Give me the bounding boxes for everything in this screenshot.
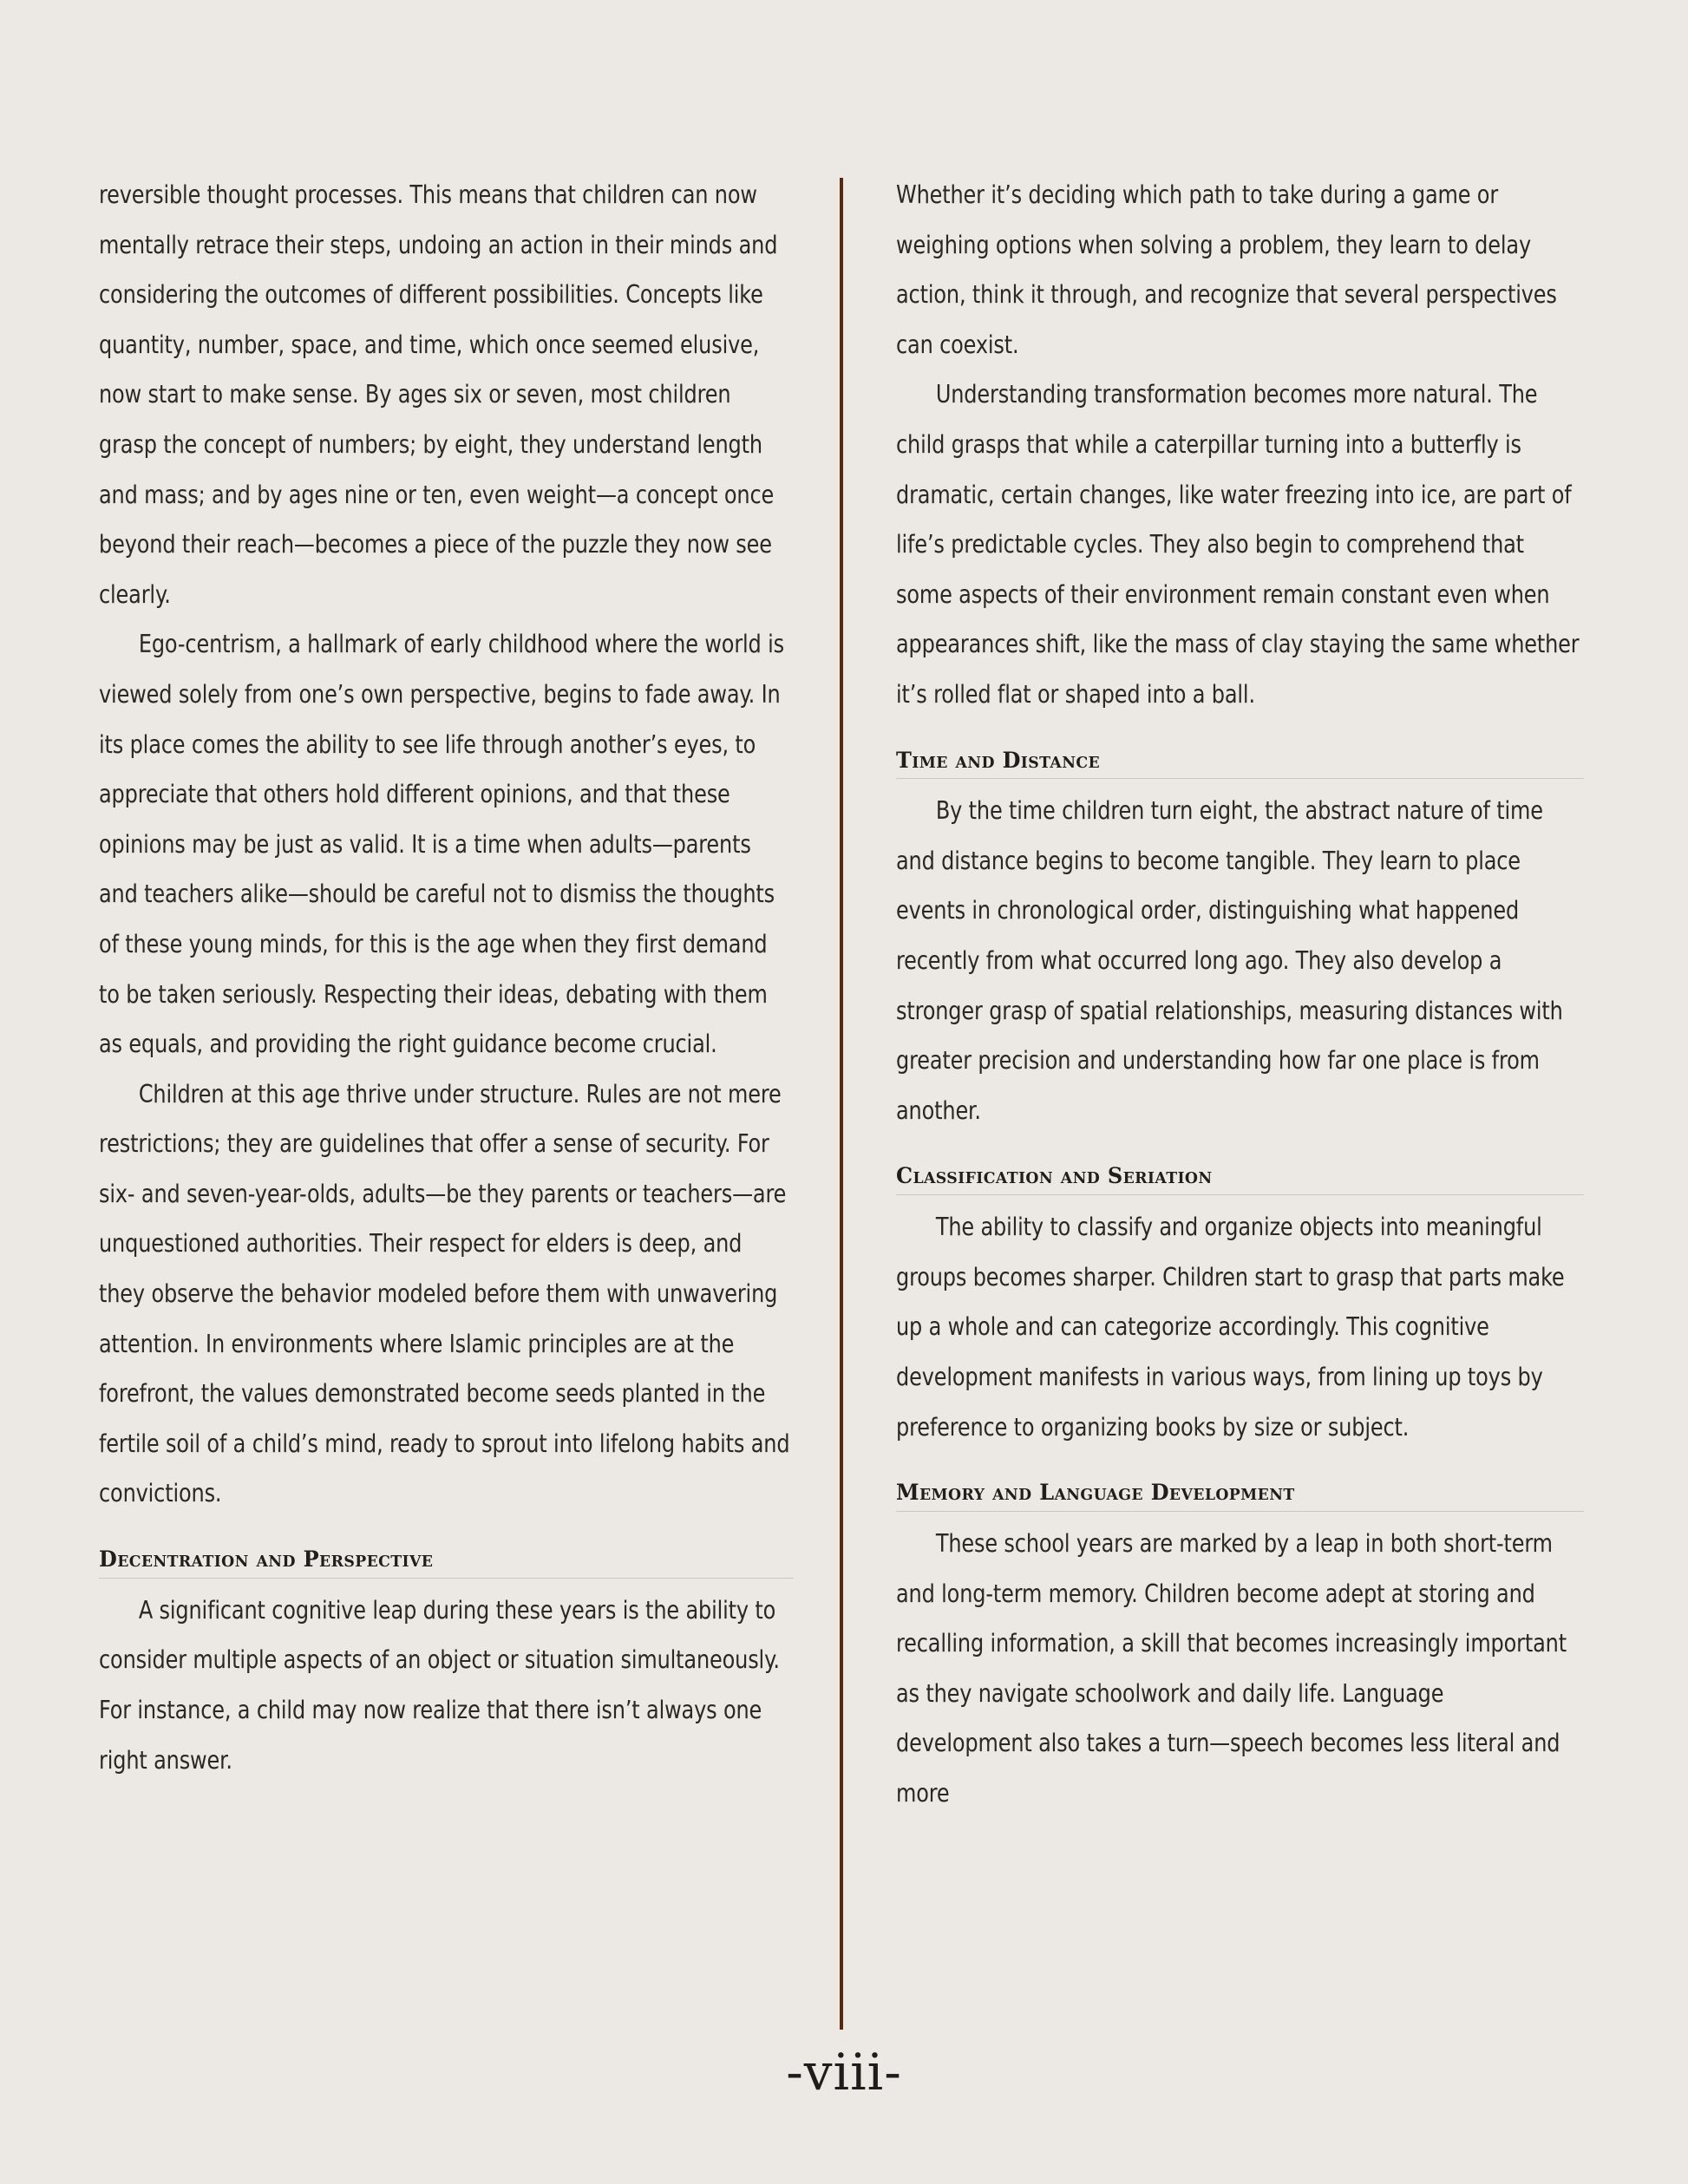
paragraph-text: The ability to classify and organize objects into meaningful groups becomes sharper. Children start to grasp that parts make up a whole and can categorize accordingly. This cognitive development manifests in various ways, from lining up toys by preference to organizing books by size or subject. [896,1213,1565,1442]
paragraph-egocentrism [99,619,794,1069]
paragraph-memory-and-language [896,1519,1584,1819]
paragraph-time-and-distance [896,786,1584,1135]
left-column [0,0,844,1785]
section-heading-decentration-and-perspective [99,1547,794,1579]
paragraph-understanding-transformation [896,369,1584,719]
section-heading-time-and-distance [896,749,1584,780]
paragraph-text: reversible thought processes. This means that children can now mentally retrace their steps, undoing an action in their minds and considering the outcomes of different possibilities. Concepts like quantity, number, space, and time, which once seemed elusive, now start to make sense. By ages six or seven, most children grasp the concept of numbers; by eight, they understand length and mass; and by ages nine or ten, even weight—a concept once beyond their reach—becomes a piece of the puzzle they now see clearly. [99,180,778,609]
page-number: -viii- [786,2043,902,2102]
paragraph-classification-and-seriation [896,1202,1584,1452]
paragraph-text: Understanding transformation becomes more natural. The child grasps that while a caterpillar turning into a butterfly is dramatic, certain changes, like water freezing into ice, are part of life’s predictable cycles. They also begin to comprehend that some aspects of their environment remain constant even when appearances shift, like the mass of clay staying the same whether it’s rolled flat or shaped into a ball. [896,380,1580,709]
section-heading-text: Memory and Language Development [896,1480,1295,1506]
right-column [844,0,1688,1818]
section-heading-memory-and-language-development [896,1481,1584,1512]
section-heading-text: Classification and Seriation [896,1163,1213,1189]
paragraph-reversible-thought [99,170,794,619]
paragraph-text: A significant cognitive leap during these years is the ability to consider multiple aspects of an object or situation simultaneously. For instance, a child may now realize that there isn’t always one right answer. [99,1595,780,1775]
paragraph-text: Children at this age thrive under structure. Rules are not mere restrictions; they are guidelines that offer a sense of security. For six- and seven-year-olds, adults—be they parents or teachers—are unquestioned authorities. Their respect for elders is deep, and they observe the behavior modeled before them with unwavering attention. In environments where Islamic principles are at the forefront, the values demonstrated become seeds planted in the fertile soil of a child’s mind, ready to sprout into lifelong habits and convictions. [99,1079,790,1508]
paragraph-text: By the time children turn eight, the abstract nature of time and distance begins to become tangible. They learn to place events in chronological order, distinguishing what happened recently from what occurred long ago. They also develop a stronger grasp of spatial relationships, measuring distances with greater precision and understanding how far one place is from another. [896,796,1563,1125]
paragraph-decentration [99,1586,794,1785]
section-heading-classification-and-seriation [896,1164,1584,1195]
section-heading-text: Time and Distance [896,747,1101,773]
paragraph-structure [99,1069,794,1519]
paragraph-whether-deciding [896,170,1584,369]
paragraph-text: These school years are marked by a leap in both short-term and long-term memory. Children become adept at storing and recalling information, a skill that becomes increasingly important as they navigate schoolwork and daily life. Language development also takes a turn—speech becomes less literal and more [896,1528,1567,1808]
paragraph-text: Ego-centrism, a hallmark of early childhood where the world is viewed solely from one’s own perspective, begins to fade away. In its place comes the ability to see life through another’s eyes, to appreciate that others hold different opinions, and that these opinions may be just as valid. It is a time when adults—parents and teachers alike—should be careful not to dismiss the thoughts of these young minds, for this is the age when they first demand to be taken seriously. Respecting their ideas, debating with them as equals, and providing the right guidance become crucial. [99,630,784,1059]
column-divider-rule [840,178,843,2030]
paragraph-text: Whether it’s deciding which path to take during a game or weighing options when solving a problem, they learn to delay action, think it through, and recognize that several perspectives can coexist. [896,180,1557,359]
section-heading-text: Decentration and Perspective [99,1546,434,1573]
